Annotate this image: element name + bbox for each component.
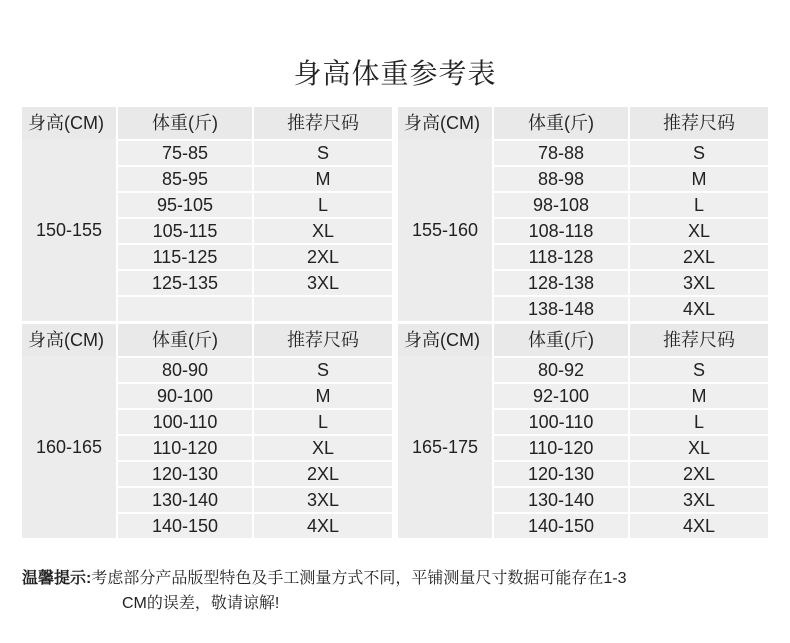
weight-cell: 138-148	[494, 295, 630, 321]
size-table-160-165	[22, 324, 394, 538]
header-size: 推荐尺码	[254, 107, 394, 139]
size-cell	[254, 295, 394, 321]
weight-cell	[118, 295, 254, 321]
header-height: 身高(CM)	[22, 324, 118, 356]
size-cell: S	[630, 356, 770, 382]
size-cell: M	[630, 382, 770, 408]
header-height: 身高(CM)	[398, 324, 494, 356]
weight-cell: 120-130	[118, 460, 254, 486]
weight-cell: 125-135	[118, 269, 254, 295]
weight-cell: 80-92	[494, 356, 630, 382]
weight-cell: 88-98	[494, 165, 630, 191]
size-cell: L	[630, 191, 770, 217]
header-weight: 体重(斤)	[494, 107, 630, 139]
size-cell: 4XL	[630, 295, 770, 321]
size-cell: M	[630, 165, 770, 191]
header-size: 推荐尺码	[630, 324, 770, 356]
size-cell: XL	[630, 434, 770, 460]
weight-cell: 128-138	[494, 269, 630, 295]
size-cell: S	[630, 139, 770, 165]
weight-cell: 98-108	[494, 191, 630, 217]
size-cell: L	[254, 191, 394, 217]
tip-line-1	[22, 566, 782, 591]
size-cell: 2XL	[630, 460, 770, 486]
tip-line-2: CM的误差，敬请谅解!	[122, 595, 280, 612]
weight-cell: 92-100	[494, 382, 630, 408]
size-cell: 2XL	[254, 460, 394, 486]
size-cell: S	[254, 139, 394, 165]
header-weight: 体重(斤)	[118, 107, 254, 139]
header-height: 身高(CM)	[398, 107, 494, 139]
height-range: 150-155	[22, 139, 118, 321]
weight-cell: 90-100	[118, 382, 254, 408]
size-cell: 4XL	[630, 512, 770, 538]
weight-cell: 75-85	[118, 139, 254, 165]
tip-text: 考虑部分产品版型特色及手工测量方式不同，平铺测量尺寸数据可能存在1-3	[91, 570, 627, 587]
size-table-150-155	[22, 107, 394, 321]
header-height: 身高(CM)	[22, 107, 118, 139]
header-size: 推荐尺码	[254, 324, 394, 356]
weight-cell: 100-110	[118, 408, 254, 434]
weight-cell: 140-150	[494, 512, 630, 538]
weight-cell: 120-130	[494, 460, 630, 486]
size-cell: M	[254, 382, 394, 408]
tip-note	[22, 566, 782, 616]
size-cell: 2XL	[630, 243, 770, 269]
size-cell: 2XL	[254, 243, 394, 269]
size-cell: M	[254, 165, 394, 191]
header-weight: 体重(斤)	[118, 324, 254, 356]
weight-cell: 105-115	[118, 217, 254, 243]
size-table-155-160	[398, 107, 770, 321]
height-range: 165-175	[398, 356, 494, 538]
tip-label: 温馨提示:	[22, 570, 92, 587]
size-cell: 4XL	[254, 512, 394, 538]
weight-cell: 110-120	[118, 434, 254, 460]
weight-cell: 95-105	[118, 191, 254, 217]
weight-cell: 108-118	[494, 217, 630, 243]
height-range: 155-160	[398, 139, 494, 321]
size-cell: XL	[630, 217, 770, 243]
size-cell: XL	[254, 217, 394, 243]
size-cell: S	[254, 356, 394, 382]
weight-cell: 85-95	[118, 165, 254, 191]
weight-cell: 78-88	[494, 139, 630, 165]
weight-cell: 118-128	[494, 243, 630, 269]
weight-cell: 130-140	[494, 486, 630, 512]
weight-cell: 100-110	[494, 408, 630, 434]
header-weight: 体重(斤)	[494, 324, 630, 356]
size-cell: 3XL	[630, 269, 770, 295]
size-cell: L	[630, 408, 770, 434]
weight-cell: 115-125	[118, 243, 254, 269]
height-range: 160-165	[22, 356, 118, 538]
weight-cell: 80-90	[118, 356, 254, 382]
size-table-165-175	[398, 324, 770, 538]
size-cell: XL	[254, 434, 394, 460]
size-cell: L	[254, 408, 394, 434]
size-cell: 3XL	[630, 486, 770, 512]
weight-cell: 110-120	[494, 434, 630, 460]
size-cell: 3XL	[254, 269, 394, 295]
size-cell: 3XL	[254, 486, 394, 512]
weight-cell: 130-140	[118, 486, 254, 512]
weight-cell: 140-150	[118, 512, 254, 538]
header-size: 推荐尺码	[630, 107, 770, 139]
page-title: 身高体重参考表	[293, 58, 497, 89]
